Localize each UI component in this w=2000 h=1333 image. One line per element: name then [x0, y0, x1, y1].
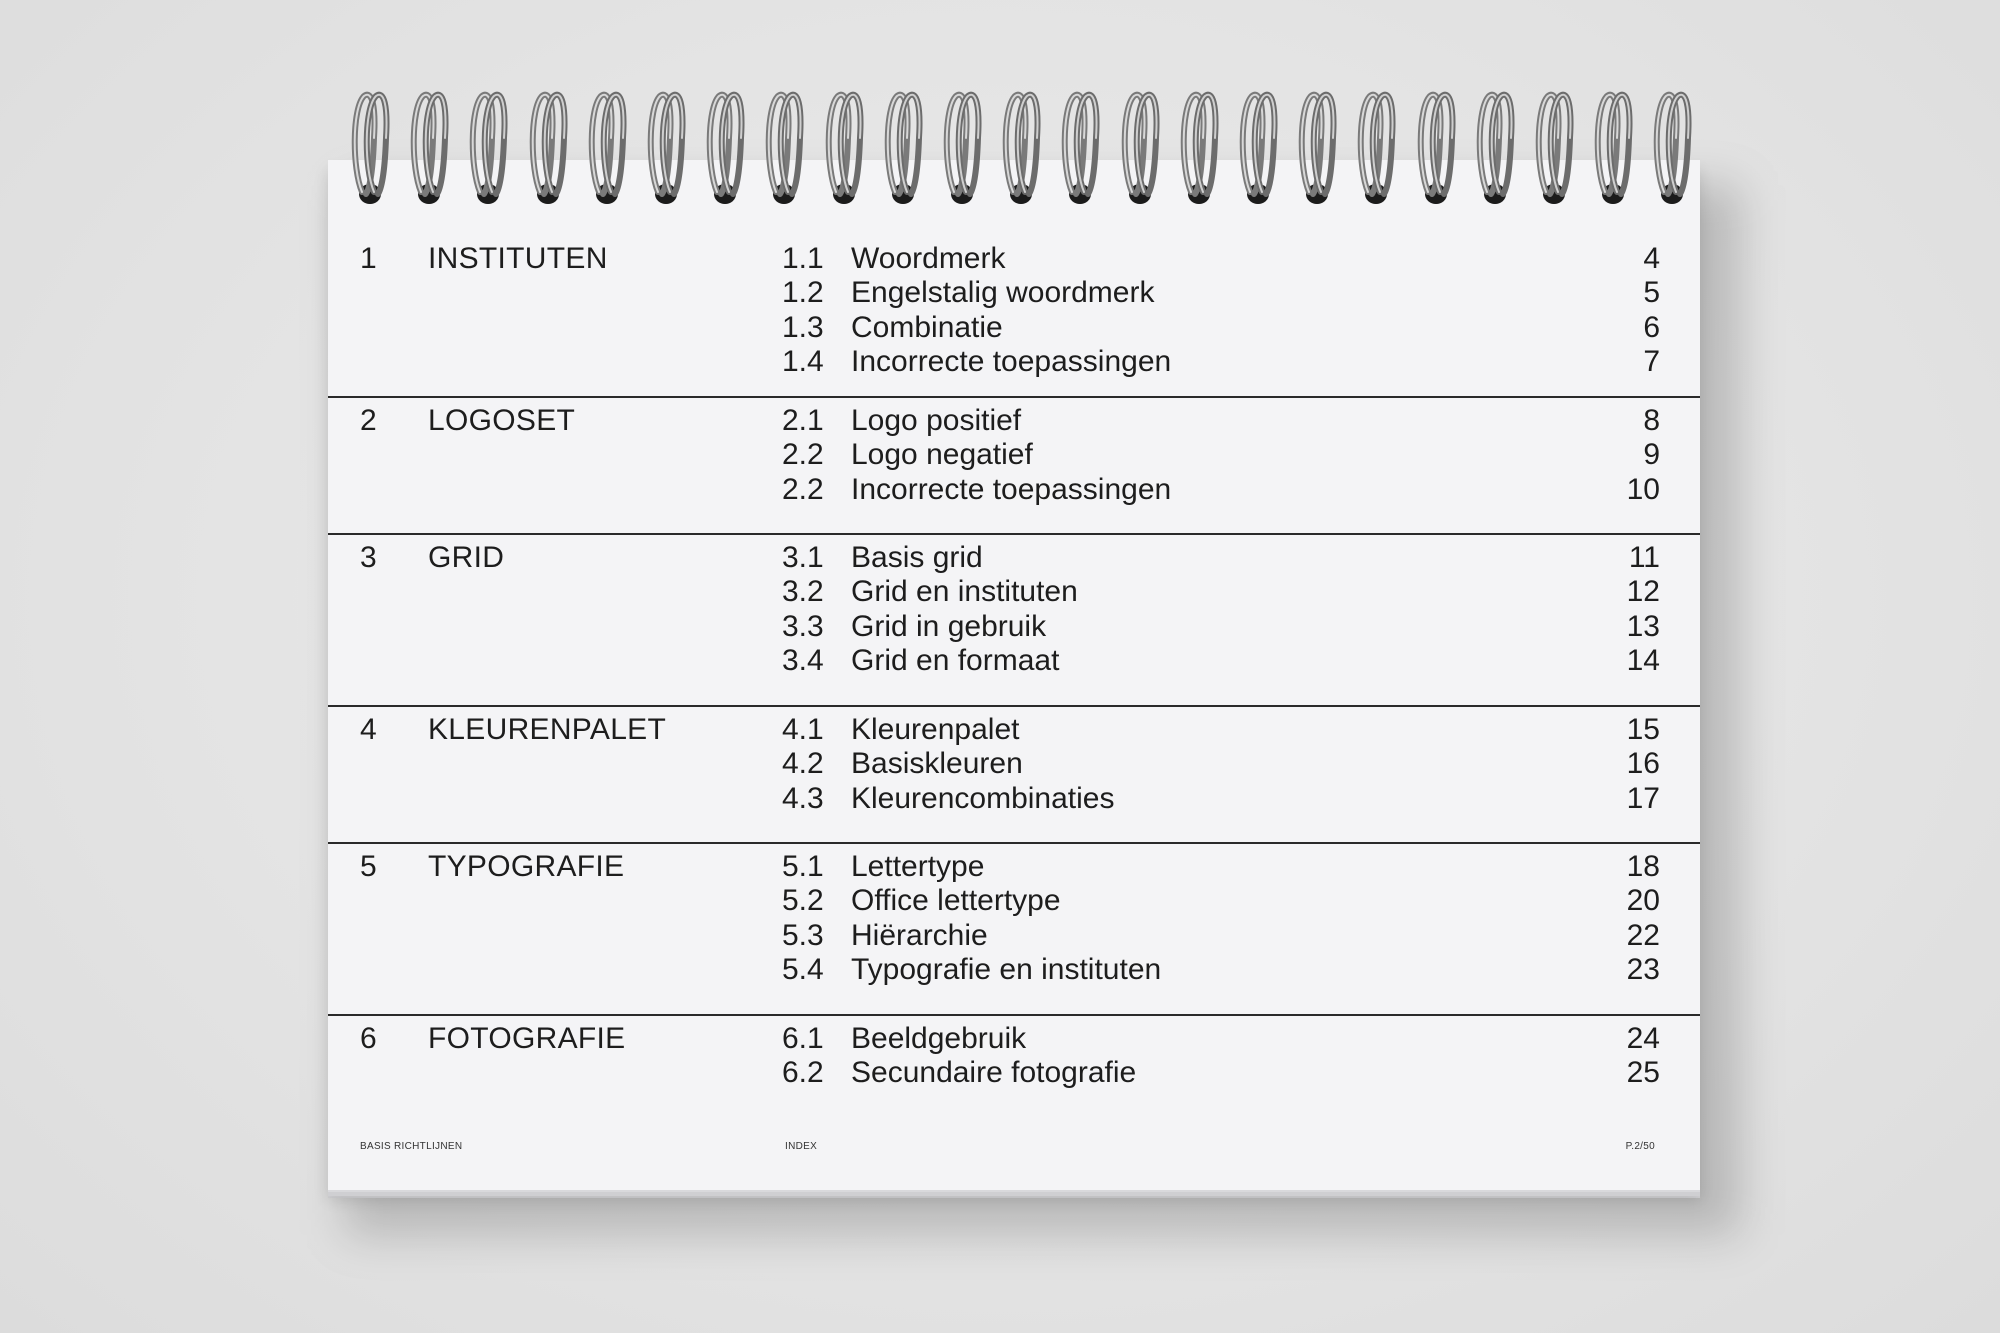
- toc-section: [328, 1016, 1700, 1116]
- table-of-contents: [328, 236, 1700, 1116]
- entry-label: Grid en formaat: [851, 644, 1060, 678]
- entry-page-number: 11: [1628, 541, 1660, 574]
- spiral-coil: [705, 88, 745, 198]
- entry-label: Basiskleuren: [851, 747, 1023, 781]
- section-items: [782, 242, 1682, 380]
- toc-entry: [782, 884, 1682, 918]
- footer-page-number: P.2/50: [1625, 1141, 1655, 1152]
- entry-page-number: 9: [1643, 438, 1660, 472]
- entry-number: 2.2: [782, 438, 824, 472]
- spiral-coil: [1297, 88, 1337, 198]
- entry-page-number: 24: [1626, 1022, 1660, 1055]
- entry-page-number: 12: [1626, 575, 1660, 609]
- entry-number: 3.4: [782, 644, 824, 678]
- entry-page-number: 6: [1643, 310, 1660, 344]
- entry-number: 2.1: [782, 404, 824, 437]
- spiral-coil: [1534, 88, 1574, 198]
- entry-label: Beeldgebruik: [851, 1022, 1027, 1055]
- entry-label: Incorrecte toepassingen: [851, 472, 1172, 506]
- toc-section: [328, 398, 1700, 535]
- entry-label: Office lettertype: [851, 884, 1061, 918]
- section-number: 1: [360, 242, 377, 275]
- toc-entry: [782, 713, 1682, 747]
- toc-entry: [782, 610, 1682, 644]
- spiral-coil: [468, 88, 508, 198]
- section-items: [782, 713, 1682, 816]
- entry-page-number: 22: [1626, 918, 1660, 952]
- entry-number: 3.3: [782, 609, 824, 643]
- entry-number: 5.3: [782, 918, 824, 952]
- toc-entry: [782, 311, 1682, 345]
- entry-number: 5.1: [782, 850, 824, 883]
- footer-left-label: BASIS RICHTLIJNEN: [360, 1141, 463, 1152]
- spiral-coil: [1120, 88, 1160, 198]
- entry-number: 5.4: [782, 953, 824, 987]
- entry-label: Grid en instituten: [851, 575, 1078, 609]
- toc-entry: [782, 919, 1682, 953]
- section-number: 6: [360, 1022, 377, 1055]
- section-title: TYPOGRAFIE: [428, 850, 625, 883]
- spiral-coil: [764, 88, 804, 198]
- spiral-coil: [824, 88, 864, 198]
- entry-label: Kleurenpalet: [851, 713, 1020, 746]
- toc-entry: [782, 953, 1682, 987]
- entry-number: 3.2: [782, 575, 824, 609]
- entry-page-number: 20: [1626, 884, 1660, 918]
- section-items: [782, 1022, 1682, 1091]
- section-title: GRID: [428, 541, 505, 574]
- entry-page-number: 10: [1626, 472, 1660, 506]
- entry-label: Woordmerk: [851, 242, 1006, 275]
- spiral-coil: [646, 88, 686, 198]
- entry-number: 4.2: [782, 747, 824, 781]
- spiral-coil: [883, 88, 923, 198]
- spiral-coil: [1060, 88, 1100, 198]
- entry-number: 2.2: [782, 472, 824, 506]
- toc-entry: [782, 1022, 1682, 1056]
- section-title: INSTITUTEN: [428, 242, 608, 275]
- toc-section: [328, 535, 1700, 707]
- entry-page-number: 18: [1626, 850, 1660, 883]
- entry-label: Typografie en instituten: [851, 953, 1162, 987]
- toc-entry: [782, 404, 1682, 438]
- section-number: 3: [360, 541, 377, 574]
- footer-center-label: INDEX: [785, 1141, 818, 1152]
- entry-page-number: 17: [1626, 781, 1660, 815]
- section-number: 5: [360, 850, 377, 883]
- entry-page-number: 5: [1643, 276, 1660, 310]
- entry-label: Hiërarchie: [851, 918, 988, 952]
- entry-label: Lettertype: [851, 850, 985, 883]
- toc-section: [328, 707, 1700, 844]
- spiral-binding: [328, 88, 1700, 208]
- entry-number: 1.1: [782, 242, 824, 275]
- entry-page-number: 4: [1643, 242, 1660, 275]
- spiral-coil: [1356, 88, 1396, 198]
- toc-entry: [782, 644, 1682, 678]
- spiral-coil: [942, 88, 982, 198]
- entry-number: 6.1: [782, 1022, 824, 1055]
- entry-number: 4.1: [782, 713, 824, 746]
- entry-page-number: 8: [1643, 404, 1660, 437]
- entry-number: 1.4: [782, 345, 824, 379]
- toc-entry: [782, 345, 1682, 379]
- entry-label: Grid in gebruik: [851, 609, 1047, 643]
- entry-label: Logo negatief: [851, 438, 1033, 472]
- entry-page-number: 14: [1626, 644, 1660, 678]
- toc-entry: [782, 242, 1682, 276]
- spiral-coil: [528, 88, 568, 198]
- spiral-coil: [409, 88, 449, 198]
- spiral-coil: [1238, 88, 1278, 198]
- entry-number: 4.3: [782, 781, 824, 815]
- spiral-coil: [587, 88, 627, 198]
- toc-entry: [782, 276, 1682, 310]
- toc-entry: [782, 541, 1682, 575]
- section-items: [782, 404, 1682, 507]
- section-items: [782, 541, 1682, 679]
- toc-entry: [782, 850, 1682, 884]
- entry-label: Secundaire fotografie: [851, 1056, 1137, 1090]
- entry-page-number: 15: [1626, 713, 1660, 746]
- spiral-coil: [1652, 88, 1692, 198]
- entry-number: 5.2: [782, 884, 824, 918]
- toc-entry: [782, 438, 1682, 472]
- toc-entry: [782, 782, 1682, 816]
- section-items: [782, 850, 1682, 988]
- section-title: LOGOSET: [428, 404, 576, 437]
- spiral-coil: [1179, 88, 1219, 198]
- spiral-coil: [1416, 88, 1456, 198]
- entry-label: Engelstalig woordmerk: [851, 276, 1155, 310]
- section-number: 2: [360, 404, 377, 437]
- section-title: KLEURENPALET: [428, 713, 667, 746]
- entry-page-number: 7: [1643, 345, 1660, 379]
- entry-page-number: 23: [1626, 953, 1660, 987]
- spiral-coil: [1001, 88, 1041, 198]
- entry-label: Basis grid: [851, 541, 983, 574]
- toc-section: [328, 236, 1700, 398]
- entry-number: 3.1: [782, 541, 824, 574]
- entry-number: 1.3: [782, 310, 824, 344]
- entry-page-number: 13: [1626, 609, 1660, 643]
- section-number: 4: [360, 713, 377, 746]
- spiral-coil: [350, 88, 390, 198]
- page-stack-edge: [328, 1190, 1700, 1198]
- toc-entry: [782, 747, 1682, 781]
- entry-label: Incorrecte toepassingen: [851, 345, 1172, 379]
- entry-number: 1.2: [782, 276, 824, 310]
- entry-page-number: 25: [1626, 1056, 1660, 1090]
- entry-label: Combinatie: [851, 310, 1003, 344]
- section-title: FOTOGRAFIE: [428, 1022, 626, 1055]
- spiral-coil: [1593, 88, 1633, 198]
- toc-section: [328, 844, 1700, 1016]
- toc-entry: [782, 1056, 1682, 1090]
- toc-entry: [782, 473, 1682, 507]
- entry-page-number: 16: [1626, 747, 1660, 781]
- spiral-coil: [1475, 88, 1515, 198]
- entry-label: Logo positief: [851, 404, 1022, 437]
- entry-label: Kleurencombinaties: [851, 781, 1115, 815]
- entry-number: 6.2: [782, 1056, 824, 1090]
- toc-entry: [782, 575, 1682, 609]
